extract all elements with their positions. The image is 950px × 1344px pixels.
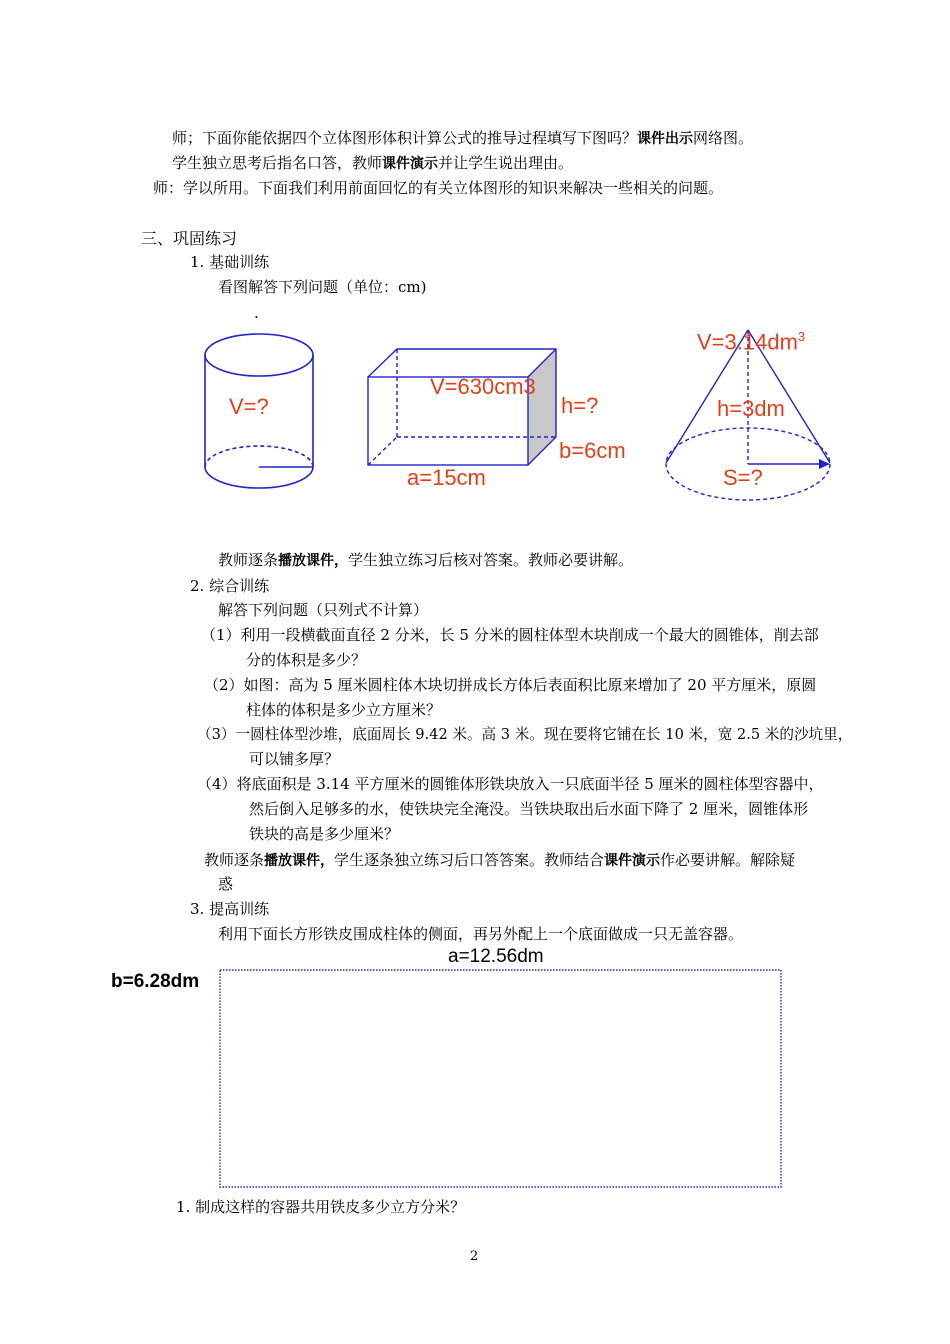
section-title: 三、巩固练习 xyxy=(141,229,238,248)
intro-paragraph-3: 师：学以所用。下面我们利用前面回忆的有关立体图形的知识来解决一些相关的问题。 xyxy=(153,179,724,197)
intro-text: 学生独立思考后指名口答，教师 xyxy=(172,154,383,172)
basic-training-desc: 看图解答下列问题（单位：cm) xyxy=(218,278,427,296)
advanced-desc: 利用下面长方形铁皮围成柱体的侧面，再另外配上一个底面做成一只无盖容器。 xyxy=(218,925,744,943)
comprehensive-after-line-2: 惑 xyxy=(218,875,234,893)
cone-volume-text: V=3.14dm xyxy=(697,329,798,355)
comprehensive-after-part: 教师逐条 xyxy=(204,851,265,869)
iron-sheet-rectangle xyxy=(220,970,781,1187)
cone-base-label: S=? xyxy=(723,465,763,490)
question-3-line-2: 可以铺多厚？ xyxy=(249,750,340,768)
advanced-question-1: 1. 制成这样的容器共用铁皮多少立方分米？ xyxy=(176,1198,466,1216)
box-height-label: h=? xyxy=(561,393,599,418)
basic-after-text xyxy=(218,550,633,571)
question-4-line-1: （4）将底面积是 3.14 平方厘米的圆锥体形铁块放入一只底面半径 5 厘米的圆柱体型容器中， xyxy=(197,775,824,793)
comprehensive-after-line-1 xyxy=(204,850,795,871)
stray-dot: . xyxy=(254,304,259,322)
question-4-line-2: 然后倒入足够多的水，使铁块完全淹没。当铁块取出后水面下降了 2 厘米，圆锥体形 xyxy=(249,800,809,818)
sheet-length-label: a=12.56dm xyxy=(448,946,544,967)
page-number: 2 xyxy=(470,1249,479,1264)
cone-volume-label xyxy=(697,329,805,355)
question-4-line-3: 铁块的高是多少厘米？ xyxy=(249,825,400,843)
comprehensive-after-part: 学生逐条独立练习后口答答案。教师结合 xyxy=(334,851,605,869)
intro-bold: 课件出示 xyxy=(637,131,694,147)
box-length-label: a=15cm xyxy=(407,465,486,490)
basic-training-title: 1. 基础训练 xyxy=(190,253,270,271)
question-1-line-1: （1）利用一段横截面直径 2 分米，长 5 分米的圆柱体型木块削成一个最大的圆锥体，削去部 xyxy=(201,626,819,644)
intro-text: 并让学生说出理由。 xyxy=(438,154,574,172)
comprehensive-after-bold: 课件演示 xyxy=(604,853,661,869)
intro-text: 网络图。 xyxy=(693,129,754,147)
sheet-width-label: b=6.28dm xyxy=(111,971,200,992)
basic-after-part: 教师逐条 xyxy=(218,551,279,569)
box-figure xyxy=(368,349,556,465)
comprehensive-after-bold: 播放课件， xyxy=(264,853,335,869)
cone-volume-exponent: 3 xyxy=(797,329,806,344)
cylinder-volume-label: V=? xyxy=(229,394,269,419)
basic-after-part: 学生独立练习后核对答案。教师必要讲解。 xyxy=(348,551,634,569)
basic-after-bold: 播放课件， xyxy=(278,553,349,569)
box-volume-label: V=630cm3 xyxy=(430,374,536,399)
intro-bold: 课件演示 xyxy=(382,156,439,172)
comprehensive-after-part: 作必要讲解。解除疑 xyxy=(660,851,796,869)
comprehensive-desc: 解答下列问题（只列式不计算） xyxy=(218,601,429,619)
advanced-title: 3. 提高训练 xyxy=(190,900,270,918)
cone-height-label: h=3dm xyxy=(717,396,785,421)
comprehensive-title: 2. 综合训练 xyxy=(190,577,270,595)
box-width-label: b=6cm xyxy=(559,438,626,463)
question-2-line-2: 柱体的体积是多少立方厘米？ xyxy=(246,701,442,719)
question-1-line-2: 分的体积是多少？ xyxy=(246,651,367,669)
intro-text: 师；下面你能依据四个立体图形体积计算公式的推导过程填写下图吗？ xyxy=(172,129,638,147)
question-2-line-1: （2）如图：高为 5 厘米圆柱体木块切拼成长方体后表面积比原来增加了 20 平方厘米，原圆 xyxy=(204,676,817,694)
question-3-line-1: （3）一圆柱体型沙堆，底面周长 9.42 米。高 3 米。现在要将它铺在长 10 米，宽 2.5 米的沙坑里， xyxy=(197,726,853,743)
